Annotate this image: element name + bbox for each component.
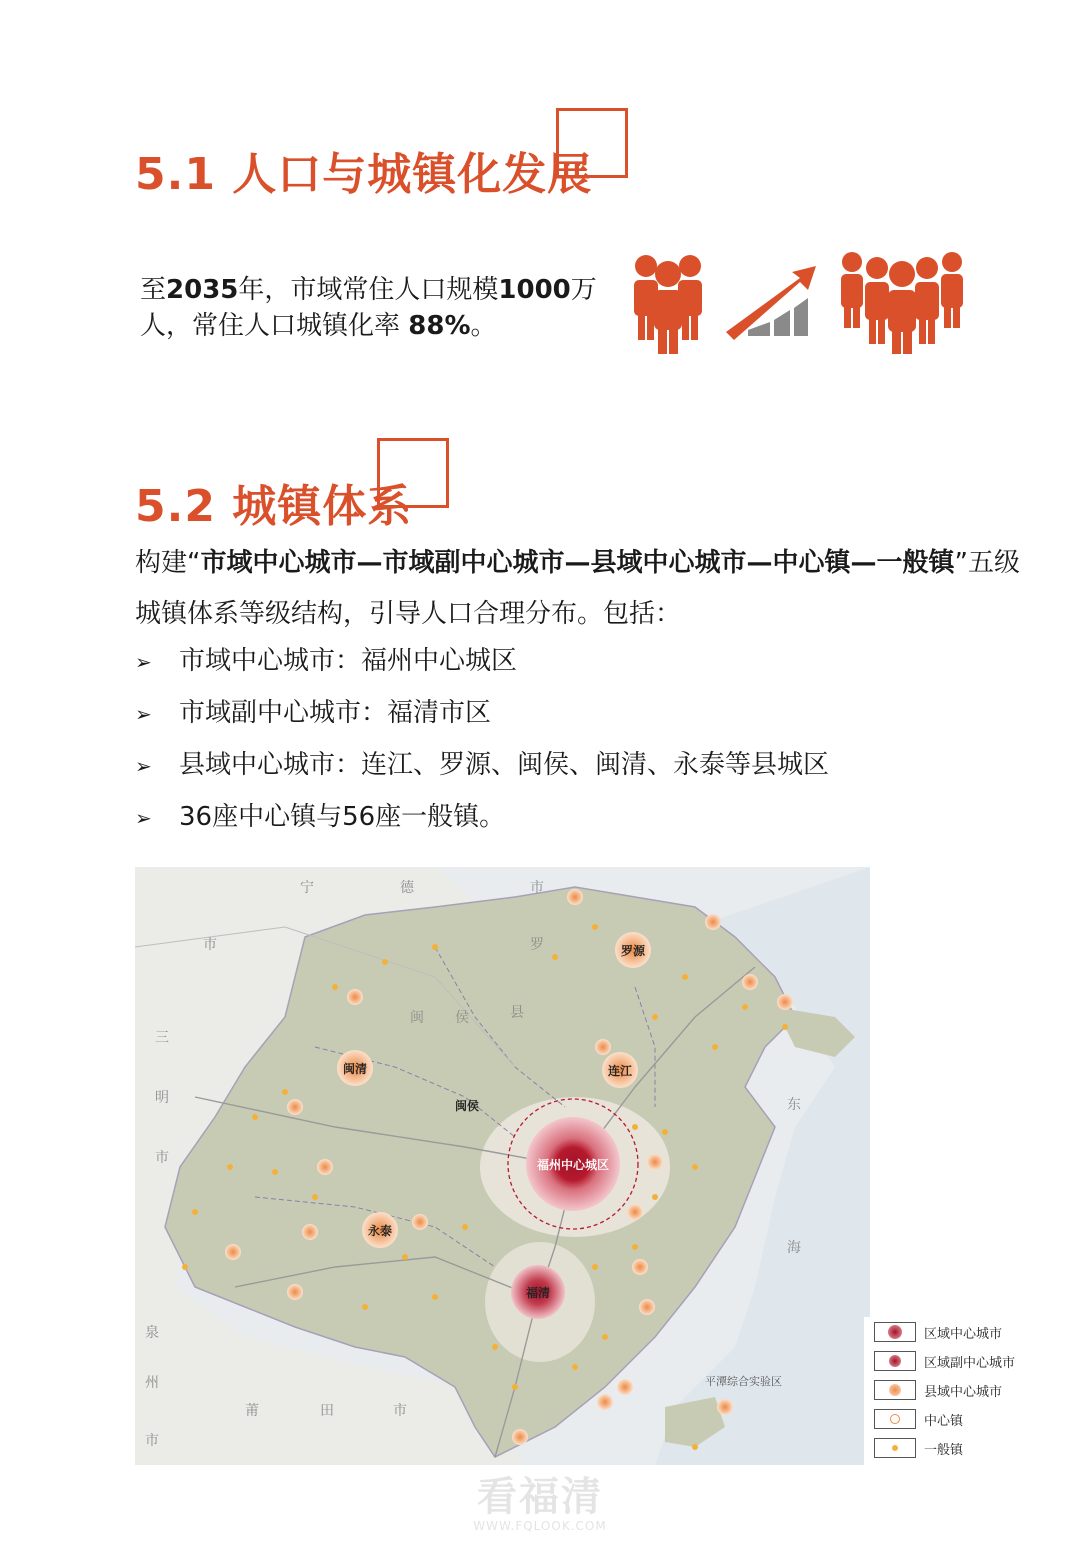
svg-text:连江: 连江 <box>607 1064 633 1078</box>
svg-text:县: 县 <box>510 1005 524 1021</box>
svg-text:明: 明 <box>155 1090 169 1106</box>
legend-county-center-swatch <box>874 1380 916 1400</box>
section-1-title: 5.1 人口与城镇化发展 <box>135 149 593 200</box>
list-item: ➢ 36座中心镇与56座一般镇。 <box>135 792 829 844</box>
svg-text:罗: 罗 <box>530 937 544 953</box>
urban-system-map <box>135 867 870 1465</box>
svg-text:德: 德 <box>400 880 414 896</box>
fuqing-sub-center <box>511 1265 565 1319</box>
legend-item: 区域副中心城市 <box>874 1350 1015 1372</box>
svg-text:三: 三 <box>155 1030 169 1046</box>
svg-text:福清: 福清 <box>525 1286 551 1300</box>
svg-text:海: 海 <box>787 1240 801 1256</box>
bullet-arrow-icon: ➢ <box>135 702 152 726</box>
legend-sub-center-swatch <box>874 1351 916 1371</box>
svg-text:泉: 泉 <box>145 1325 159 1341</box>
pingtan-zone-label: 平潭综合实验区 <box>705 1375 782 1388</box>
intro-paragraph: 构建“市域中心城市—市域副中心城市—县域中心城市—中心镇—一般镇”五级城镇体系等级结构，引导人口合理分布。包括： <box>135 548 1020 629</box>
legend-general-town-swatch <box>874 1438 916 1458</box>
svg-text:福州中心城区: 福州中心城区 <box>536 1158 610 1172</box>
bullet-arrow-icon: ➢ <box>135 650 152 674</box>
watermark-logo-text: 看福清 <box>477 1474 603 1520</box>
svg-text:东: 东 <box>787 1097 801 1113</box>
svg-text:闽: 闽 <box>410 1010 424 1026</box>
legend-region-center-swatch <box>874 1322 916 1342</box>
list-item: ➢ 市域中心城市：福州中心城区 <box>135 636 829 688</box>
bullet-arrow-icon: ➢ <box>135 754 152 778</box>
legend-item: 区域中心城市 <box>874 1321 1002 1343</box>
people-group-icon <box>634 255 702 354</box>
legend-item: 中心镇 <box>874 1408 963 1430</box>
title-2-bracket <box>377 438 449 508</box>
svg-text:市: 市 <box>203 937 217 953</box>
svg-text:田: 田 <box>320 1403 334 1419</box>
svg-text:闽清: 闽清 <box>342 1062 368 1076</box>
population-growth-icons <box>630 248 970 356</box>
list-item: ➢ 市域副中心城市：福清市区 <box>135 688 829 740</box>
legend-item: 一般镇 <box>874 1437 963 1459</box>
svg-text:永泰: 永泰 <box>367 1224 393 1238</box>
bullet-arrow-icon: ➢ <box>135 806 152 830</box>
watermark-url: WWW.FQLOOK.COM <box>473 1519 607 1533</box>
legend-central-town-swatch <box>874 1409 916 1429</box>
legend-item: 县域中心城市 <box>874 1379 1002 1401</box>
svg-text:莆: 莆 <box>245 1403 259 1419</box>
svg-text:市: 市 <box>393 1403 407 1419</box>
list-item: ➢ 县域中心城市：连江、罗源、闽侯、闽清、永泰等县城区 <box>135 740 829 792</box>
svg-text:市: 市 <box>530 880 544 896</box>
population-statement: 至2035年，市域常住人口规模1000万人，常住人口城镇化率 88%。 <box>140 275 597 341</box>
section-2-title: 5.2 城镇体系 <box>135 481 413 532</box>
svg-text:罗源: 罗源 <box>620 944 646 958</box>
rising-arrow-chart-icon <box>726 266 816 340</box>
bullet-list <box>135 636 829 844</box>
minhou-label: 闽侯 <box>454 1099 480 1113</box>
svg-text:市: 市 <box>155 1150 169 1166</box>
svg-text:侯: 侯 <box>455 1010 469 1026</box>
svg-text:市: 市 <box>145 1433 159 1449</box>
map-canvas <box>135 867 870 1465</box>
svg-text:宁: 宁 <box>300 880 314 896</box>
watermark <box>470 1475 610 1533</box>
map-legend <box>864 1317 1024 1465</box>
larger-people-group-icon <box>841 252 963 354</box>
title-1-bracket <box>556 108 628 178</box>
svg-text:州: 州 <box>145 1375 159 1391</box>
